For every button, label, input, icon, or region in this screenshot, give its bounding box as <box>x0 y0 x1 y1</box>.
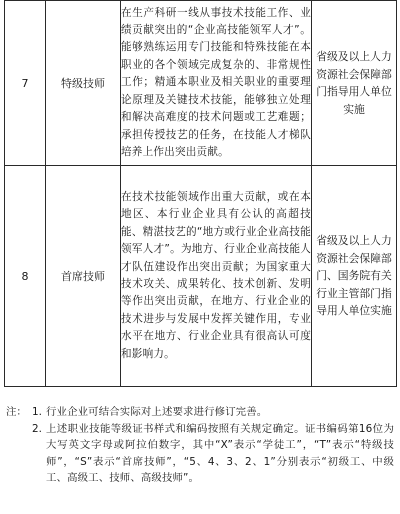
level-description: 在生产科研一线从事技术技能工作、业绩贡献突出的“企业高技能领军人才”。能够熟练运用专门技能和特殊技能在本职业的各个领域完成复杂的、非常规性工作；精通本职业及相关职业的重要理论原理及关键技术技能，能够独立处理和解决高难度的技术问题或工艺难题；承担传授技艺的任务，在技能人才梯队培养上作出突出贡献。 <box>121 1 312 166</box>
note-number: 2. <box>32 422 42 435</box>
level-description: 在技术技能领域作出重大贡献，或在本地区、本行业企业具有公认的高超技能、精湛技艺的“地方或行业企业高技能领军人才”。为地方、行业企业高技能人才队伍建设作出突出贡献；为国家重大技术攻关、成果转化、技术创新、发明等作出突出贡献，在地方、行业企业的技术进步与发展中发挥关键作用，专业水平在地方、行业企业具有很高认可度和影响力。 <box>121 166 312 387</box>
note-item <box>6 421 394 487</box>
table-row <box>5 1 397 166</box>
level-title: 特级技师 <box>46 1 121 166</box>
level-title: 首席技师 <box>46 166 121 387</box>
implementing-department: 省级及以上人力资源社会保障部门、国务院有关行业主管部门指导用人单位实施 <box>312 166 397 387</box>
skill-level-table <box>4 0 397 387</box>
note-item <box>6 404 394 421</box>
implementing-department: 省级及以上人力资源社会保障部门指导用人单位实施 <box>312 1 397 166</box>
note-text: 行业企业可结合实际对上述要求进行修订完善。 <box>46 406 268 418</box>
note-number: 1. <box>32 406 42 418</box>
notes-label: 注： <box>6 406 27 418</box>
note-text: 上述职业技能等级证书样式和编码按照有关规定确定。证书编码第16位为大写英文字母或阿拉伯数字，其中“X”表示“学徒工”，“T”表示“特级技师”，“S”表示“首席技师”，“5、4、3、2、1”分别表示“初级工、中级工、高级工、技师、高级技师”。 <box>46 422 394 485</box>
notes-section <box>6 404 394 487</box>
table-row <box>5 166 397 387</box>
row-number: 7 <box>5 1 46 166</box>
row-number: 8 <box>5 166 46 387</box>
